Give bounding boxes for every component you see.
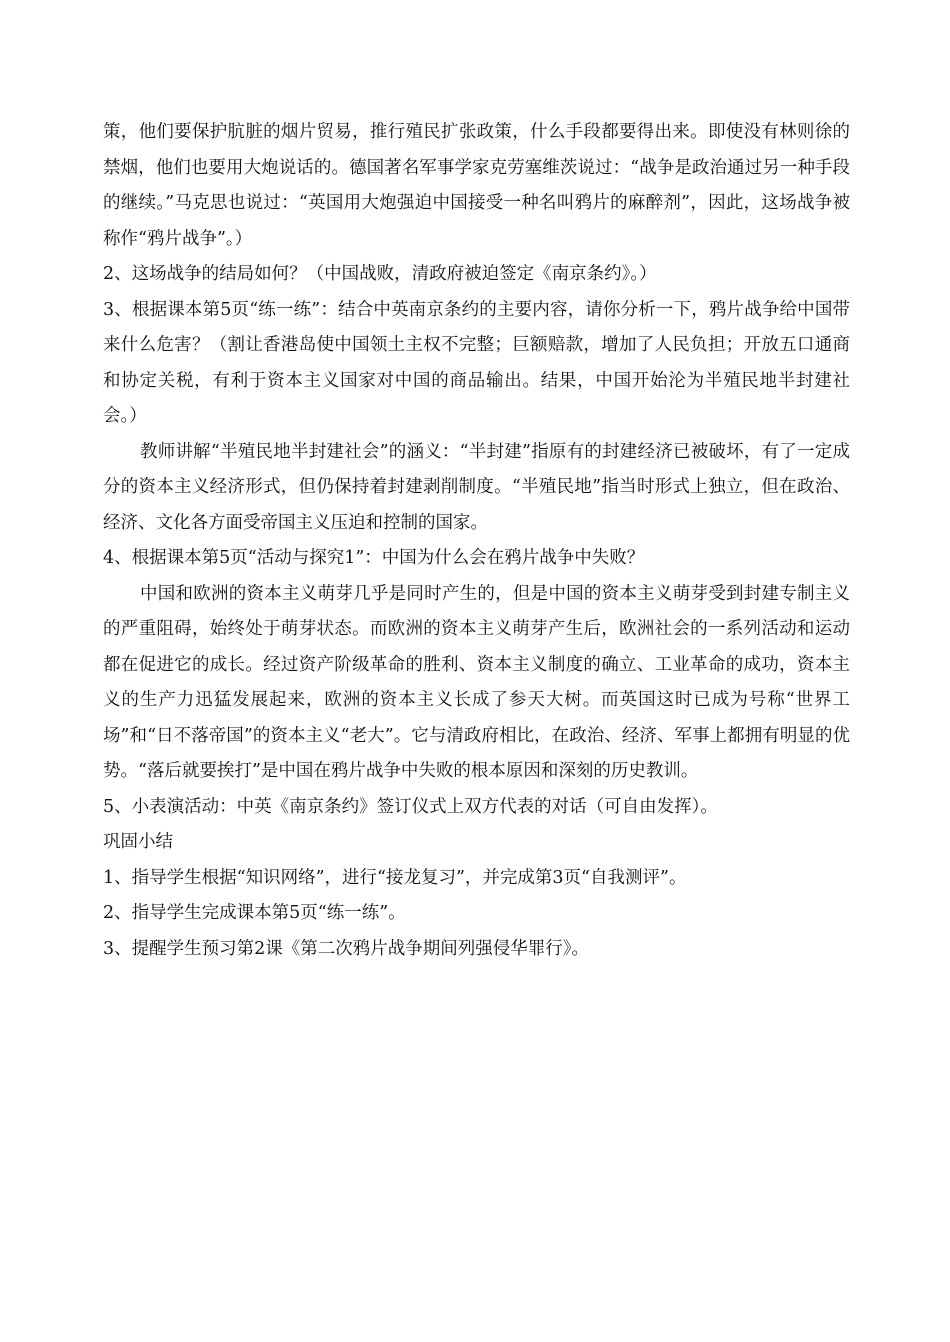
document-body (103, 115, 850, 967)
paragraph-opium-war-reason: 策，他们要保护肮脏的烟片贸易，推行殖民扩张政策，什么手段都要得出来。即使没有林则徐的禁烟，他们也要用大炮说话的。德国著名军事学家克劳塞维茨说过：“战争是政治通过另一种手段的继续。”马克思也说过：“英国用大炮强迫中国接受一种名叫鸦片的麻醉剂”，因此，这场战争被称作“鸦片战争”。） (103, 122, 850, 249)
summary-item-1: 1、指导学生根据“知识网络”，进行“接龙复习”，并完成第3页“自我测评”。 (103, 867, 687, 888)
summary-item-2: 2、指导学生完成课本第5页“练一练”。 (103, 903, 406, 923)
question-4-why-failed: 4、根据课本第5页“活动与探究1”：中国为什么会在鸦片战争中失败？ (103, 548, 645, 568)
question-3-harm: 3、根据课本第5页“练一练”：结合中英南京条约的主要内容，请你分析一下，鸦片战争给中国带来什么危害？（割让香港岛使中国领土主权不完整；巨额赔款，增加了人民负担；开放五口通商和协定关税，有利于资本主义国家对中国的商品输出。结果，中国开始沦为半殖民地半封建社会。） (103, 299, 850, 426)
question-2-outcome: 2、这场战争的结局如何？（中国战败，清政府被迫签定《南京条约》。） (103, 264, 657, 284)
paragraph-capitalism-comparison: 中国和欧洲的资本主义萌芽几乎是同时产生的，但是中国的资本主义萌芽受到封建专制主义的严重阻碍，始终处于萌芽状态。而欧洲的资本主义萌芽产生后，欧洲社会的一系列活动和运动都在促进它的成长。经过资产阶级革命的胜利、资本主义制度的确立、工业革命的成功，资本主义的生产力迅猛发展起来，欧洲的资本主义长成了参天大树。而英国这时已成为号称“世界工场”和“日不落帝国”的资本主义“老大”。它与清政府相比，在政治、经济、军事上都拥有明显的优势。“落后就要挨打”是中国在鸦片战争中失败的根本原因和深刻的历史教训。 (103, 583, 850, 781)
summary-item-3: 3、提醒学生预习第2课《第二次鸦片战争期间列强侵华罪行》。 (103, 938, 590, 959)
activity-5-performance: 5、小表演活动：中英《南京条约》签订仪式上双方代表的对话（可自由发挥）。 (103, 796, 718, 817)
section-heading-summary: 巩固小结 (103, 832, 173, 852)
paragraph-semi-colonial-explanation: 教师讲解“半殖民地半封建社会”的涵义：“半封建”指原有的封建经济已被破坏，有了一定成分的资本主义经济形式，但仍保持着封建剥削制度。“半殖民地”指当时形式上独立，但在政治、经济、文化各方面受帝国主义压迫和控制的国家。 (103, 441, 850, 533)
